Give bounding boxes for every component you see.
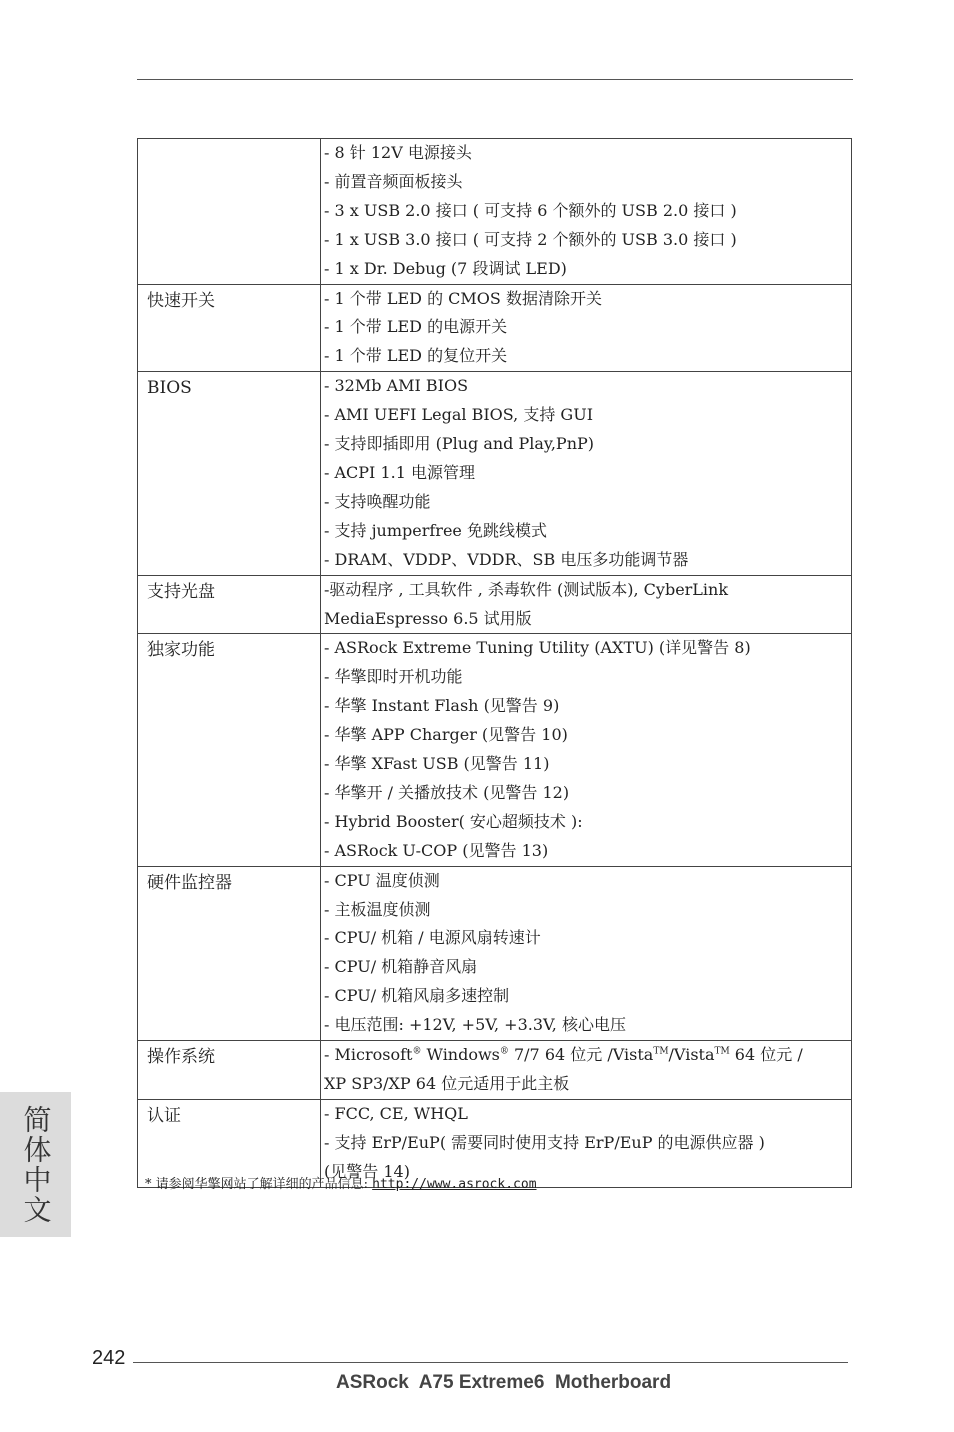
spec-label: 硬件监控器 [138,866,321,1040]
spec-label: BIOS [138,372,321,575]
spec-value [321,1099,852,1187]
spec-line: - ACPI 1.1 电源管理 [324,462,475,482]
spec-value [321,1041,852,1100]
spec-line [324,1041,847,1070]
spec-line: - ASRock Extreme Tuning Utility (AXTU) (详见警告 8) [324,638,751,658]
spec-label: 认证 [138,1099,321,1187]
os-line-mid: 7/7 64 位元 /Vista [508,1045,654,1065]
os-line-windows: Windows [421,1045,500,1065]
spec-value [321,372,852,575]
spec-line: - 主板温度侦测 [324,899,431,919]
spec-line: - ASRock U-COP (见警告 13) [324,840,549,860]
spec-value [321,575,852,634]
spec-label: 快速开关 [138,284,321,372]
spec-line: - 1 个带 LED 的 CMOS 数据清除开关 [324,288,602,308]
spec-line: - CPU/ 机箱静音风扇 [324,957,478,977]
footnote [145,1176,537,1194]
spec-row [138,634,852,866]
footer-title: ASRock A75 Extreme6 Motherboard [336,1372,672,1393]
spec-line: - CPU/ 机箱风扇多速控制 [324,986,510,1006]
os-line-tm1: TM [653,1046,669,1057]
spec-value [321,634,852,866]
spec-label: 独家功能 [138,634,321,866]
spec-label [138,139,321,285]
spec-line: - 华擎即时开机功能 [324,667,463,687]
spec-line: - 华擎 Instant Flash (见警告 9) [324,696,560,716]
spec-line: XP SP3/XP 64 位元适用于此主板 [324,1074,570,1093]
os-line-suffix: 64 位元 / [729,1045,803,1065]
spec-line: - 3 x USB 2.0 接口 ( 可支持 6 个额外的 USB 2.0 接口 ) [324,200,737,220]
spec-line: - Hybrid Booster( 安心超频技术 ): [324,811,583,831]
spec-row [138,139,852,285]
spec-line: - 华擎开 / 关播放技术 (见警告 12) [324,782,570,802]
spec-line: - 32Mb AMI BIOS [324,376,469,396]
spec-label: 操作系统 [138,1041,321,1100]
spec-line: - DRAM、VDDP、VDDR、SB 电压多功能调节器 [324,549,689,569]
os-line-prefix: - Microsoft [324,1045,413,1065]
spec-row [138,866,852,1040]
spec-line: (见警告 14) [324,1161,410,1181]
footer-rule [133,1362,848,1363]
spec-line: - FCC, CE, WHQL [324,1103,468,1123]
spec-value [321,284,852,372]
spec-line: MediaEspresso 6.5 试用版 [324,608,532,628]
os-line-reg2: ® [499,1046,509,1057]
language-label: 简体中文 [19,1104,53,1225]
spec-label: 支持光盘 [138,575,321,634]
spec-line: - AMI UEFI Legal BIOS, 支持 GUI [324,405,594,425]
spec-line: - 1 x USB 3.0 接口 ( 可支持 2 个额外的 USB 3.0 接口 ) [324,229,737,249]
website-link[interactable]: http://www.asrock.com [372,1177,537,1192]
spec-line: - 支持即插即用 (Plug and Play,PnP) [324,434,595,454]
spec-line: - 8 针 12V 电源接头 [324,143,472,162]
spec-table-body [138,139,852,1188]
spec-value [321,866,852,1040]
spec-row [138,372,852,575]
spec-row [138,575,852,634]
os-line-tm2: TM [714,1046,730,1057]
spec-line: - CPU/ 机箱 / 电源风扇转速计 [324,928,541,948]
spec-line: - 1 个带 LED 的复位开关 [324,346,508,366]
spec-table [137,138,852,1188]
spec-line: - 1 个带 LED 的电源开关 [324,317,508,337]
spec-line: -驱动程序 , 工具软件 , 杀毒软件 (测试版本), CyberLink [324,579,729,599]
page-number: 242 [92,1347,126,1369]
header-rule [137,79,853,80]
spec-line: - CPU 温度侦测 [324,870,440,890]
os-line-vista2: /Vista [668,1045,715,1065]
spec-line: - 支持 ErP/EuP( 需要同时使用支持 ErP/EuP 的电源供应器 ) [324,1132,765,1152]
spec-line: - 支持唤醒功能 [324,491,431,511]
spec-row [138,1099,852,1187]
spec-line: - 1 x Dr. Debug (7 段调试 LED) [324,258,567,278]
os-line-reg1: ® [412,1046,422,1057]
footnote-text: * 请参阅华擎网站了解详细的产品信息: [145,1177,369,1192]
language-side-tab [0,1092,71,1237]
spec-line: - 电压范围: +12V, +5V, +3.3V, 核心电压 [324,1015,626,1035]
spec-line: - 前置音频面板接头 [324,171,463,191]
spec-row [138,1041,852,1100]
spec-line: - 华擎 APP Charger (见警告 10) [324,725,568,745]
spec-line: - 支持 jumperfree 免跳线模式 [324,520,547,540]
spec-value [321,139,852,285]
spec-row [138,284,852,372]
spec-line: - 华擎 XFast USB (见警告 11) [324,754,550,774]
